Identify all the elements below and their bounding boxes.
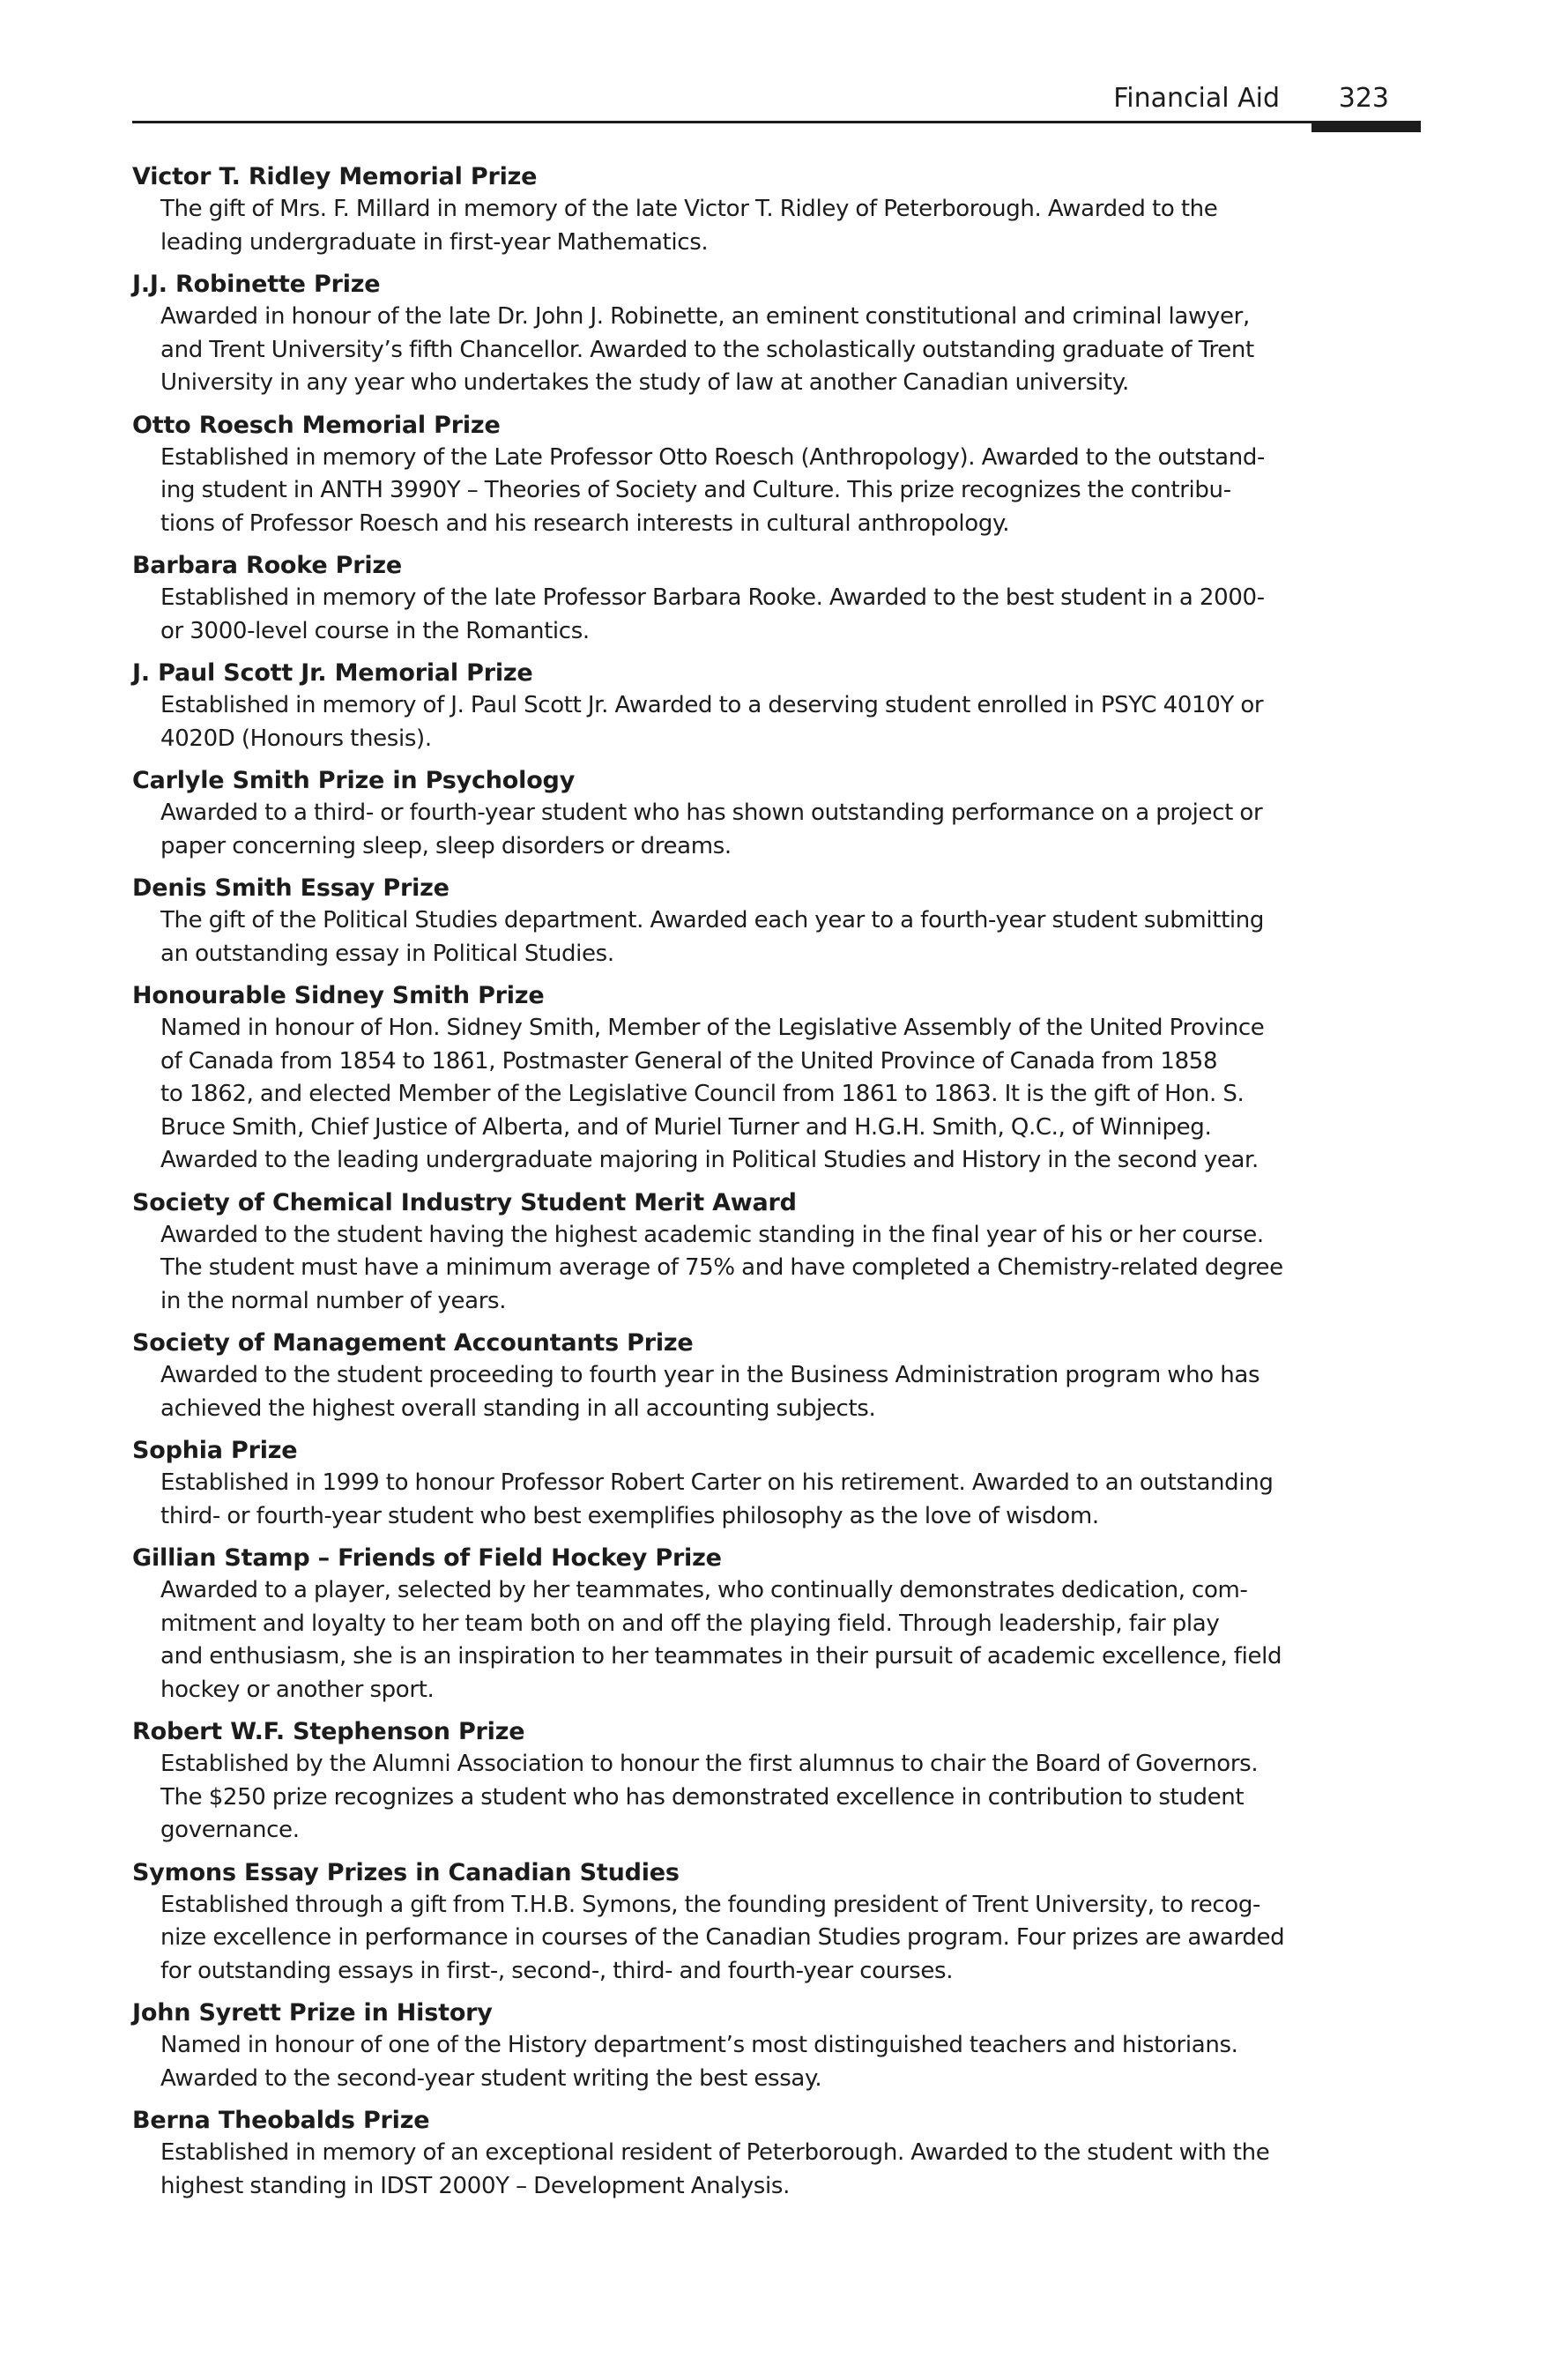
prize-description: Awarded to the student proceeding to fourth year in the Business Administration program who has achieved the highest overall standing in all accounting subjects. — [160, 1362, 1260, 1422]
prize-title: John Syrett Prize in History — [132, 1999, 493, 2027]
prize-title: Berna Theobalds Prize — [132, 2107, 430, 2134]
prize-entry — [132, 160, 1423, 259]
prize-list — [132, 160, 1423, 2212]
prize-entry — [132, 549, 1423, 648]
prize-description: Named in honour of Hon. Sidney Smith, Member of the Legislative Assembly of the United Province of Canada from 1854 to 1861, Postmaster General of the United Province of Canada from 1858 to 1862, and elected Member of the Legislative Council from 1861 to 1863. It is the gift of Hon. S. Bruce Smith, Chief Justice of Alberta, and of Muriel Turner and H.G.H. Smith, Q.C., of Winnipeg. Awarded to the leading undergraduate majoring in Political Studies and History in the second year. — [160, 1015, 1265, 1173]
prize-entry — [132, 872, 1423, 971]
prize-entry — [132, 979, 1423, 1178]
section-title: Financial Aid — [1113, 83, 1280, 114]
prize-title: Symons Essay Prizes in Canadian Studies — [132, 1858, 680, 1886]
prize-description: Awarded to a third- or fourth-year student who has shown outstanding performance on a project or paper concerning sleep, sleep disorders or dreams. — [160, 800, 1263, 859]
prize-description: Awarded in honour of the late Dr. John J. Robinette, an eminent constitutional and criminal lawyer, and Trent University’s fifth Chancellor. Awarded to the scholastically outstanding graduate of Trent University in any year who undertakes the study of law at another Canadian university. — [160, 303, 1254, 396]
header-rule — [132, 121, 1421, 123]
prize-title: Honourable Sidney Smith Prize — [132, 982, 545, 1009]
prize-title: J.J. Robinette Prize — [132, 271, 381, 298]
prize-title: Denis Smith Essay Prize — [132, 874, 450, 902]
prize-title: Society of Management Accountants Prize — [132, 1329, 694, 1357]
prize-description: Established by the Alumni Association to honour the first alumnus to chair the Board of Governors. The $250 prize recognizes a student who has demonstrated excellence in contribution to student governance. — [160, 1751, 1259, 1843]
prize-entry — [132, 1434, 1423, 1533]
prize-entry — [132, 1997, 1423, 2095]
prize-entry — [132, 409, 1423, 541]
prize-entry — [132, 2104, 1423, 2203]
prize-title: Otto Roesch Memorial Prize — [132, 411, 501, 439]
prize-title: Sophia Prize — [132, 1437, 298, 1464]
prize-description: Established in memory of the Late Professor Otto Roesch (Anthropology). Awarded to the outstand- ing student in ANTH 3990Y – Theories of Society and Culture. This prize recognizes the contribu- tions of Professor Roesch and his research interests in cultural anthropology. — [160, 443, 1266, 537]
prize-description: The gift of the Political Studies department. Awarded each year to a fourth-year student submitting an outstanding essay in Political Studies. — [160, 907, 1265, 967]
prize-entry — [132, 1186, 1423, 1319]
prize-description: The gift of Mrs. F. Millard in memory of the late Victor T. Ridley of Peterborough. Awarded to the leading undergraduate in first-year Mathematics. — [160, 196, 1218, 256]
prize-entry — [132, 1542, 1423, 1707]
prize-entry — [132, 1856, 1423, 1989]
prize-title: Victor T. Ridley Memorial Prize — [132, 163, 538, 190]
prize-title: Barbara Rooke Prize — [132, 552, 403, 579]
prize-title: Robert W.F. Stephenson Prize — [132, 1718, 525, 1745]
prize-title: J. Paul Scott Jr. Memorial Prize — [132, 659, 533, 687]
page-number: 323 — [1338, 83, 1389, 114]
header-tab-bar — [1312, 122, 1421, 132]
prize-entry — [132, 268, 1423, 400]
prize-entry — [132, 657, 1423, 755]
prize-title: Gillian Stamp – Friends of Field Hockey Prize — [132, 1544, 722, 1572]
prize-title: Society of Chemical Industry Student Merit Award — [132, 1188, 797, 1216]
prize-description: Named in honour of one of the History department’s most distinguished teachers and historians. Awarded to the second-year student writing the best essay. — [160, 2032, 1238, 2092]
prize-description: Established in memory of an exceptional resident of Peterborough. Awarded to the student with the highest standing in IDST 2000Y – Development Analysis. — [160, 2139, 1270, 2199]
prize-description: Awarded to the student having the highest academic standing in the final year of his or her course. The student must have a minimum average of 75% and have completed a Chemistry-related degree in the normal number of years. — [160, 1221, 1283, 1314]
prize-title: Carlyle Smith Prize in Psychology — [132, 767, 576, 794]
running-header — [132, 83, 1421, 123]
prize-description: Established through a gift from T.H.B. Symons, the founding president of Trent University, to recog- nize excellence in performance in courses of the Canadian Studies program. Four prizes are awarded for outstanding essays in first-, second-, third- and fourth-year courses. — [160, 1891, 1285, 1984]
prize-description: Established in memory of the late Professor Barbara Rooke. Awarded to the best student in a 2000- or 3000-level course in the Romantics. — [160, 584, 1265, 644]
prize-entry — [132, 1715, 1423, 1848]
prize-entry — [132, 1327, 1423, 1425]
prize-entry — [132, 764, 1423, 863]
prize-description: Established in memory of J. Paul Scott Jr. Awarded to a deserving student enrolled in PSYC 4010Y or 4020D (Honours thesis). — [160, 692, 1264, 752]
prize-description: Established in 1999 to honour Professor Robert Carter on his retirement. Awarded to an outstanding third- or fourth-year student who best exemplifies philosophy as the love of wisdom. — [160, 1469, 1274, 1529]
prize-description: Awarded to a player, selected by her teammates, who continually demonstrates dedication, com- mitment and loyalty to her team both on and off the playing field. Through leadership, fair play and enthusiasm, she is an inspiration to her teammates in their pursuit of academic excellence, field hockey or another sport. — [160, 1577, 1282, 1703]
